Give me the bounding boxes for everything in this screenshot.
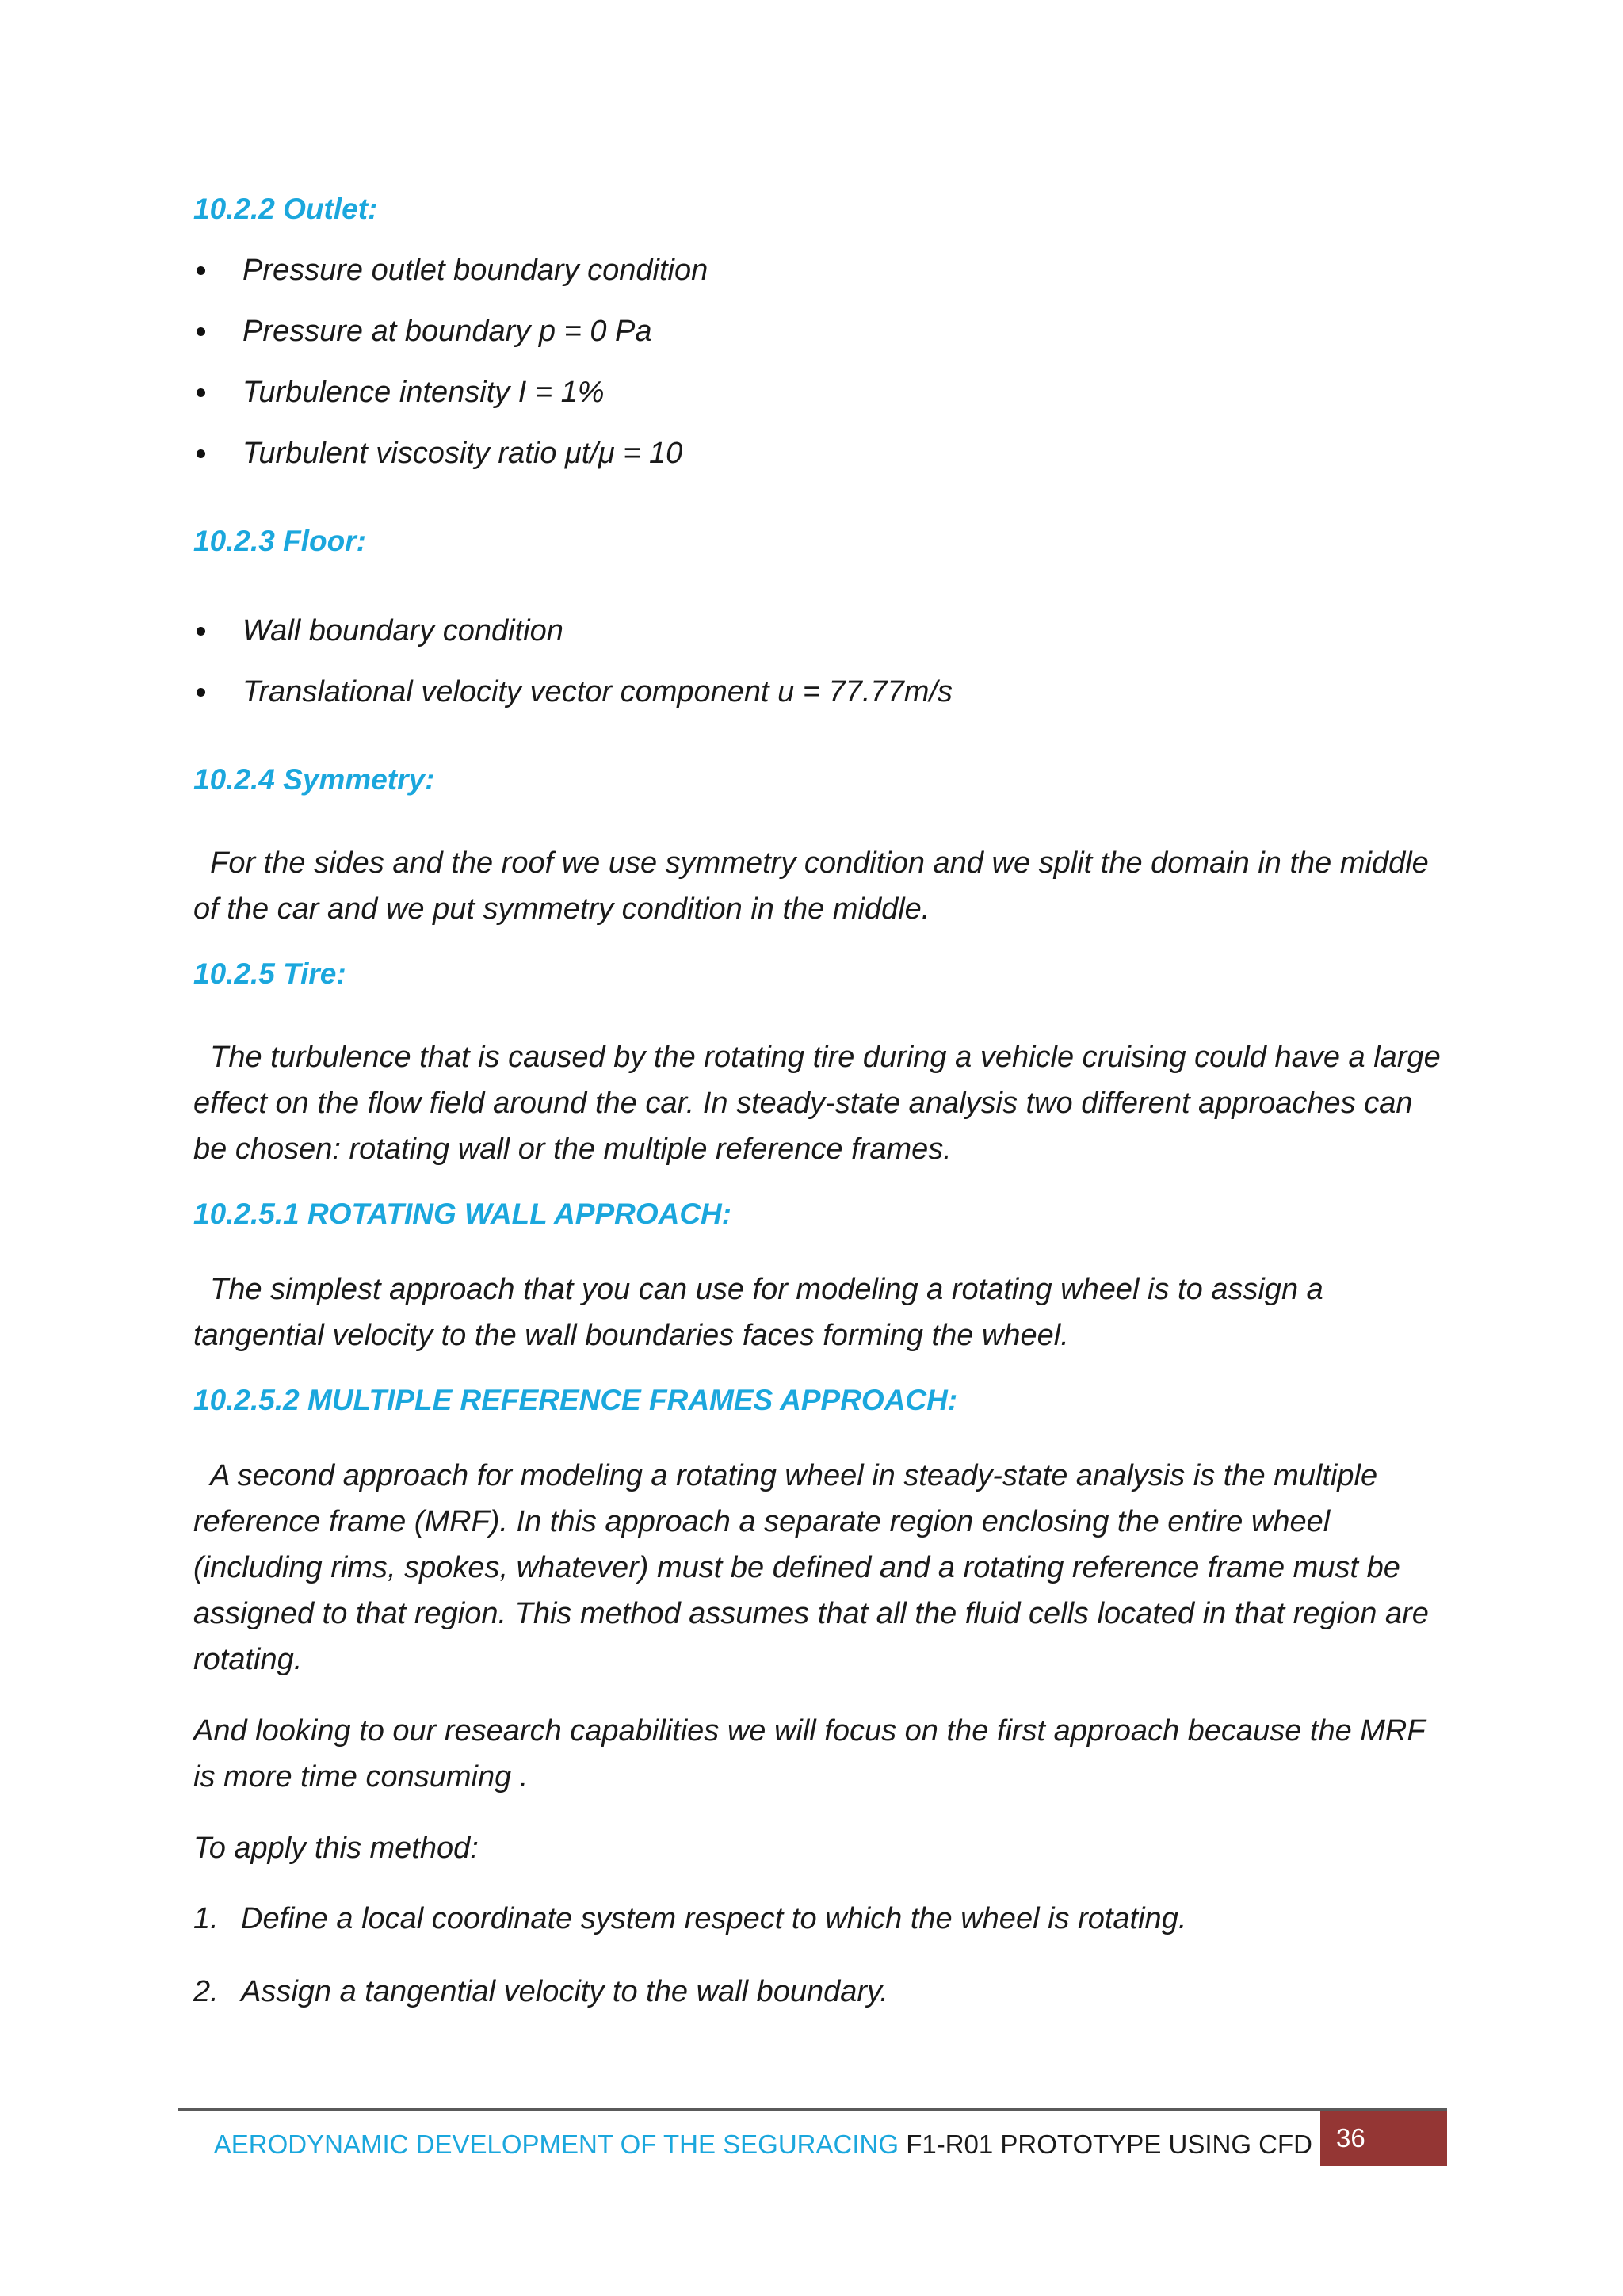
footer-title — [214, 2127, 1312, 2162]
list-item: Turbulent viscosity ratio μt/μ = 10 — [193, 434, 1453, 472]
list-item: Pressure at boundary p = 0 Pa — [193, 312, 1453, 350]
page-number-badge: 36 — [1320, 2111, 1447, 2166]
outlet-bullet-list — [193, 251, 1453, 472]
symmetry-paragraph: For the sides and the roof we use symmetry condition and we split the domain in the middle of the car and we put symmetry condition in the middle. — [193, 846, 1438, 926]
step-text: Define a local coordinate system respect to which the wheel is rotating. — [241, 1902, 1187, 1935]
list-item: Translational velocity vector component u = 77.77m/s — [193, 673, 1453, 711]
page-footer — [178, 2108, 1447, 2168]
footer-title-dark: F1-R01 PROTOTYPE USING CFD — [906, 2130, 1312, 2159]
footer-divider — [178, 2108, 1447, 2111]
apply-method-intro: To apply this method: — [193, 1832, 479, 1865]
steps-list — [193, 1900, 1453, 2011]
section-heading-floor: 10.2.3 Floor: — [193, 525, 366, 557]
section-heading-outlet: 10.2.2 Outlet: — [193, 193, 378, 225]
mrf-conclusion-paragraph: And looking to our research capabilities we will focus on the first approach because the MRF is more time consuming . — [193, 1714, 1425, 1794]
list-item — [193, 1900, 1453, 1938]
list-item — [193, 1973, 1453, 2011]
rotating-wall-paragraph: The simplest approach that you can use for modeling a rotating wheel is to assign a tangential velocity to the wall boundaries faces forming the wheel. — [193, 1273, 1332, 1352]
section-heading-rotating-wall: 10.2.5.1 ROTATING WALL APPROACH: — [193, 1198, 732, 1230]
step-number: 1. — [193, 1902, 219, 1935]
page-content — [193, 190, 1453, 2046]
list-item: Pressure outlet boundary condition — [193, 251, 1453, 289]
footer-title-blue: AERODYNAMIC DEVELOPMENT OF THE SEGURACING — [213, 2130, 907, 2159]
section-heading-mrf: 10.2.5.2 MULTIPLE REFERENCE FRAMES APPROACH: — [193, 1384, 958, 1416]
step-text: Assign a tangential velocity to the wall boundary. — [241, 1975, 888, 2008]
list-item: Wall boundary condition — [193, 612, 1453, 650]
section-heading-tire: 10.2.5 Tire: — [193, 957, 346, 990]
list-item: Turbulence intensity I = 1% — [193, 373, 1453, 411]
section-heading-symmetry: 10.2.4 Symmetry: — [193, 763, 435, 796]
floor-bullet-list — [193, 612, 1453, 711]
tire-paragraph: The turbulence that is caused by the rotating tire during a vehicle cruising could have a large effect on the flow field around the car. In steady-state analysis two different approaches can be chosen: rotating wall or the multiple reference frames. — [193, 1041, 1449, 1166]
step-number: 2. — [193, 1975, 219, 2008]
mrf-paragraph: A second approach for modeling a rotating wheel in steady-state analysis is the multiple reference frame (MRF). In this approach a separate region enclosing the entire wheel (including rims, spokes, whatever) must be defined and a rotating reference frame must be assigned to that region. This method assumes that all the fluid cells located in that region are rotating. — [193, 1459, 1438, 1676]
